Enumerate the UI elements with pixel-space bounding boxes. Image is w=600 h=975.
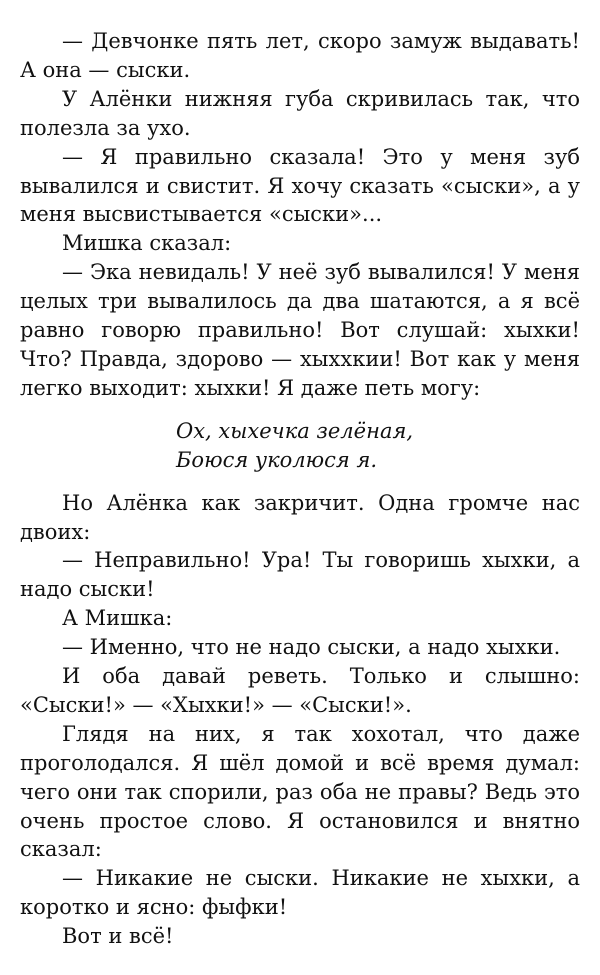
paragraph: — Я правильно сказала! Это у меня зуб вывалился и свистит. Я хочу сказать «сыски», а у меня высвистывается «сыски»... (20, 144, 580, 227)
paragraph: — Никакие не сыски. Никакие не хыхки, а коротко и ясно: фыфки! (20, 866, 580, 920)
document-page (20, 27, 580, 951)
paragraph: — Неправильно! Ура! Ты говоришь хыхки, а надо сыски! (20, 548, 580, 602)
verse-block (176, 417, 580, 475)
paragraph: Мишка сказал: (62, 231, 232, 256)
paragraph: И оба давай реветь. Только и слышно: «Сыски!» — «Хыхки!» — «Сыски!». (20, 664, 580, 717)
paragraph: А Мишка: (62, 606, 173, 631)
paragraph: — Девчонке пять лет, скоро замуж выдавать! А она — сыски. (20, 29, 580, 82)
verse-line: Боюся уколюся я. (176, 447, 378, 472)
paragraph: — Эка невидаль! У неё зуб вывалился! У меня целых три вывалилось да два шатаются, а я всё равно говорю правильно! Вот слушай: хыхки! Что? Правда, здорово — хыххкии! Вот как у меня легко выходит: хыхки! Я даже петь могу: (20, 260, 580, 400)
paragraph: Вот и всё! (62, 924, 174, 949)
paragraph: Но Алёнка как закричит. Одна громче нас двоих: (20, 490, 580, 544)
verse-line: Ох, хыхечка зелёная, (176, 418, 414, 443)
paragraph: У Алёнки нижняя губа скривилась так, что полезла за ухо. (20, 86, 580, 140)
paragraph: — Именно, что не надо сыски, а надо хыхки. (62, 635, 561, 660)
paragraph: Глядя на них, я так хохотал, что даже проголодался. Я шёл домой и всё время думал: чего они так спорили, раз оба не правы? Ведь это очень простое слово. Я остановился и внятно сказал: (20, 721, 580, 862)
